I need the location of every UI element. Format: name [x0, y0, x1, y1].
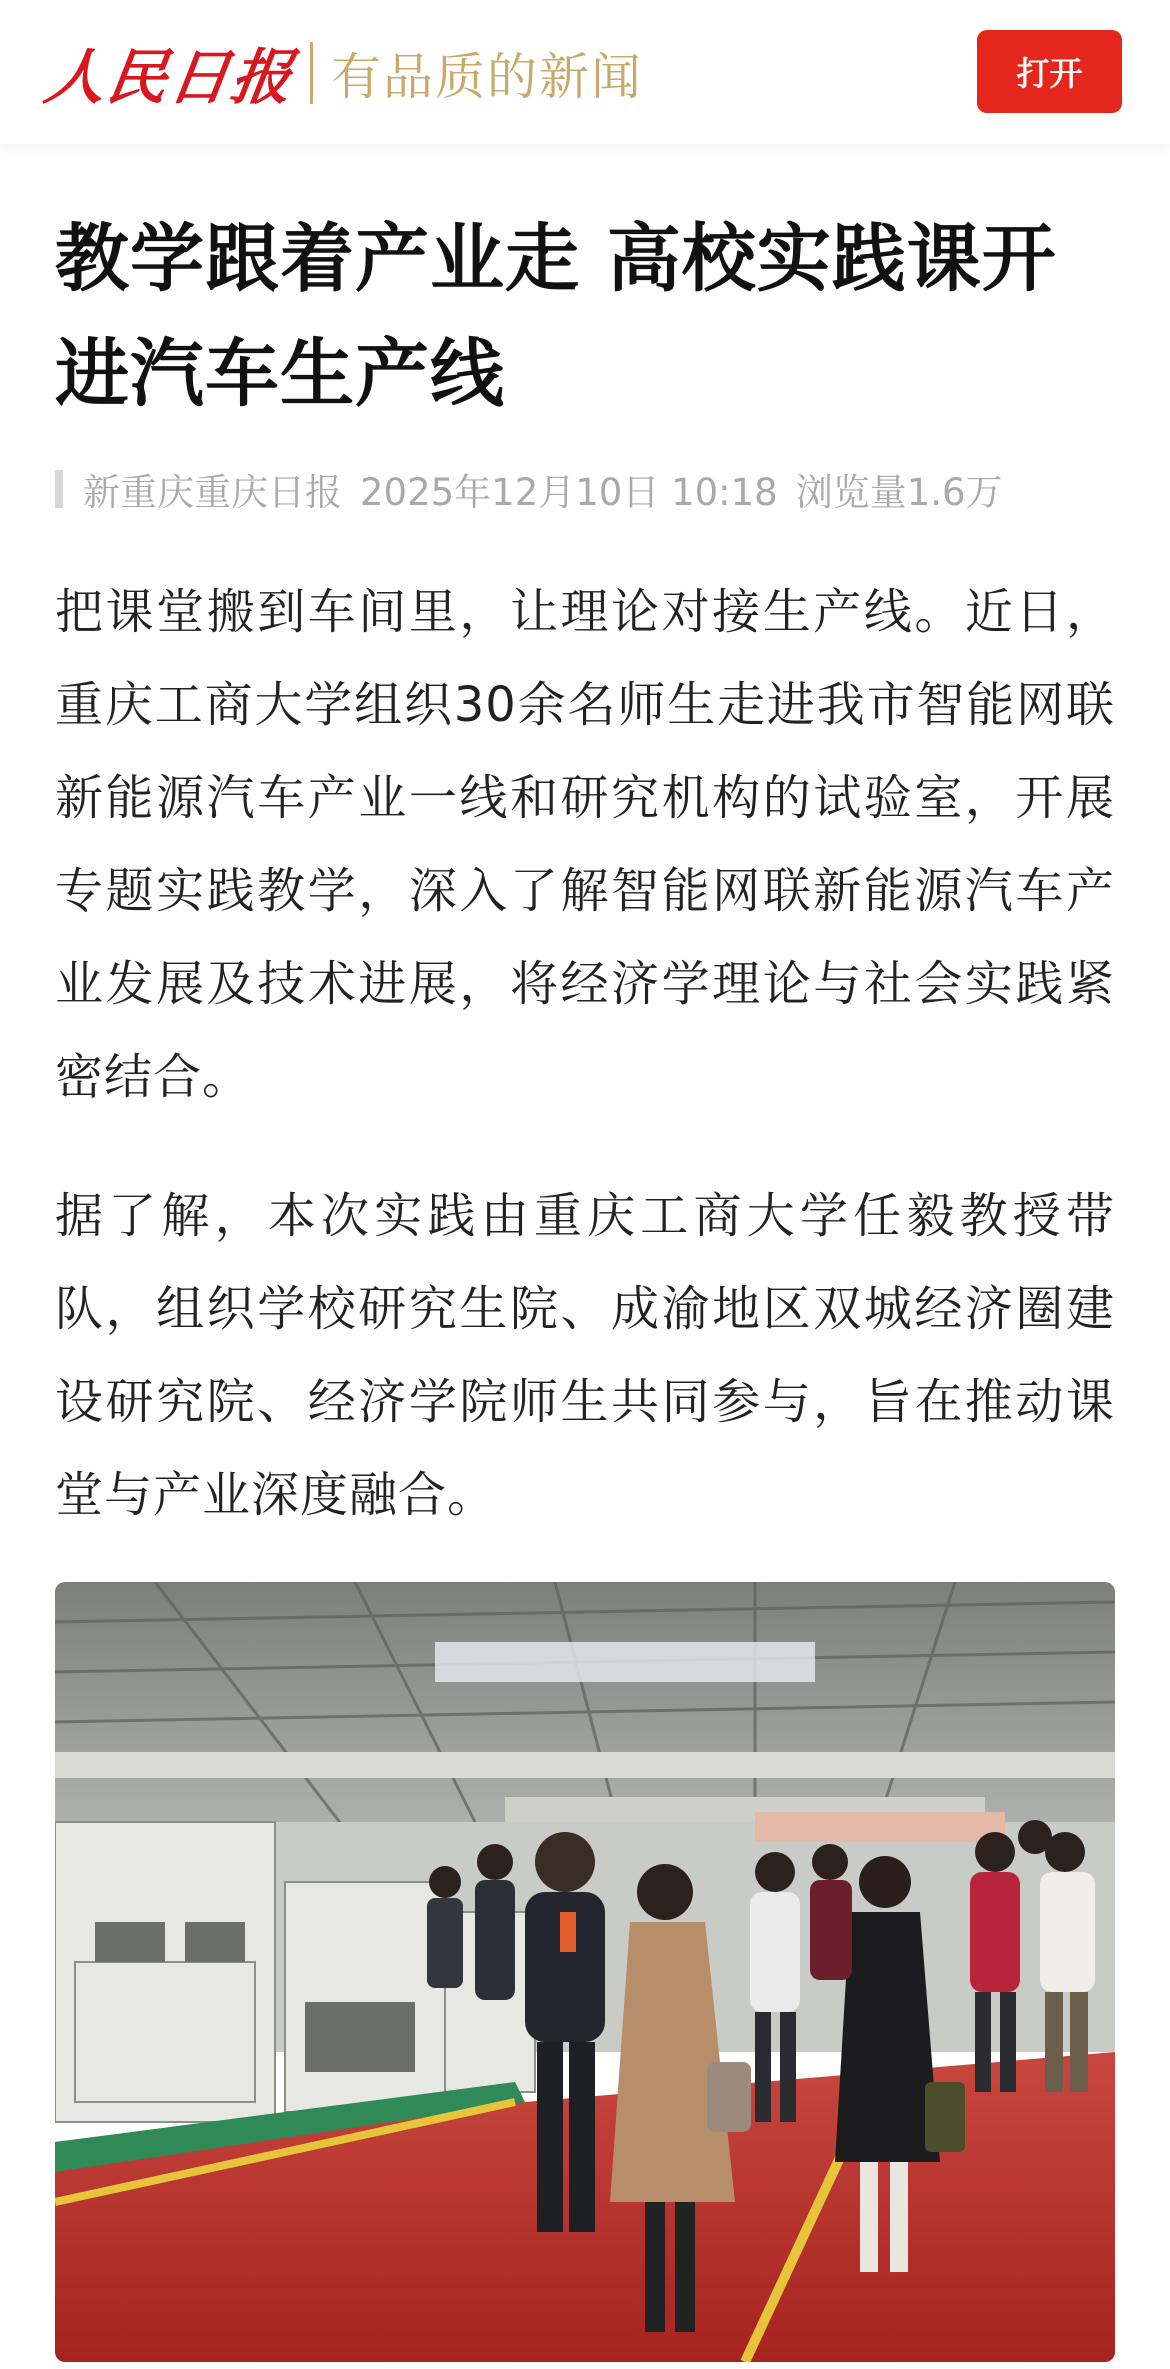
top-app-bar	[0, 0, 1170, 144]
article-paragraph: 把课堂搬到车间里，让理论对接生产线。近日，重庆工商大学组织30余名师生走进我市智能网联新能源汽车产业一线和研究机构的试验室，开展专题实践教学，深入了解智能网联新能源汽车产业发展及技术进展，将经济学理论与社会实践紧密结合。	[55, 584, 1115, 1105]
article-source: 新重庆重庆日报	[83, 471, 342, 514]
open-app-button[interactable]: 打开	[977, 30, 1122, 113]
article-datetime: 2025年12月10日 10:18	[360, 471, 778, 514]
article-title: 教学跟着产业走 高校实践课开进汽车生产线	[55, 216, 1057, 417]
factory-photo-illustration	[55, 1582, 1115, 2362]
article-photo[interactable]	[55, 1582, 1115, 2362]
logo-wordmark: 人民日报	[40, 43, 299, 113]
article-views: 浏览量1.6万	[795, 471, 1003, 514]
article	[55, 144, 1115, 2362]
logo-divider	[310, 42, 313, 104]
article-meta	[55, 466, 1115, 512]
article-paragraph: 据了解，本次实践由重庆工商大学任毅教授带队，组织学校研究生院、成渝地区双城经济圈建设研究院、经济学院师生共同参与，旨在推动课堂与产业深度融合。	[55, 1188, 1115, 1523]
meta-accent-bar	[55, 470, 63, 508]
brand-logo[interactable]	[40, 38, 643, 113]
logo-slogan: 有品质的新闻	[331, 48, 643, 106]
